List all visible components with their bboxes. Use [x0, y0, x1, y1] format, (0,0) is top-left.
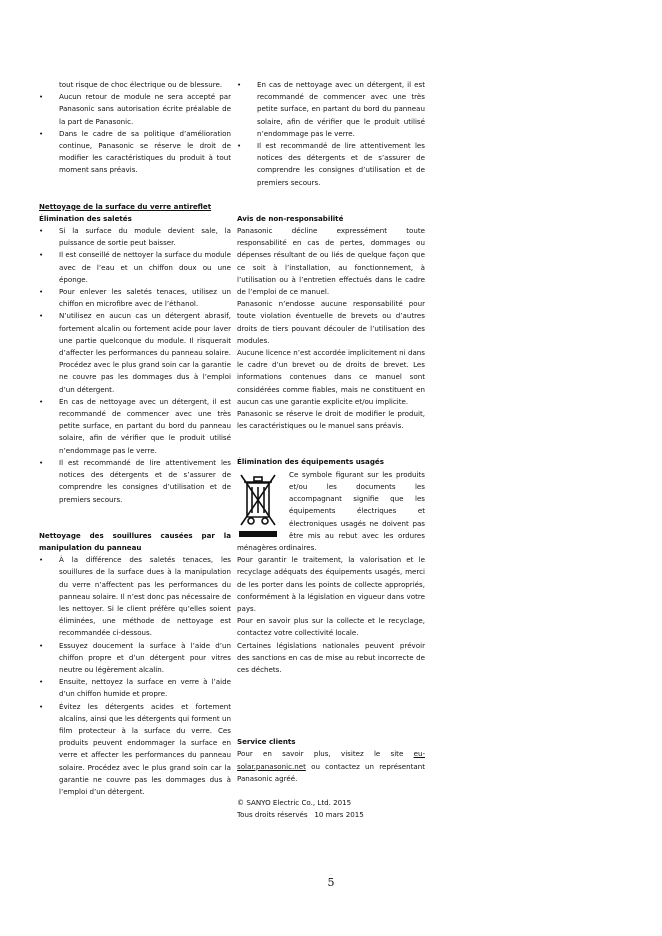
disclaimer-paragraph: Panasonic se réserve le droit de modifier le produit, les caractéristiques ou le manuel sans préavis. — [237, 409, 425, 431]
glass-cleaning-heading: Nettoyage de la surface du verre antireflet — [39, 201, 212, 211]
list-item: • Il est recommandé de lire attentivement les notices des détergents et de s’assurer de comprendre les consignes d’utilisation et de premiers secours. — [237, 141, 425, 187]
glass-cleaning-list — [39, 225, 231, 506]
rights-date-line: Tous droits réservés 10 mars 2015 — [237, 810, 364, 820]
list-item: tout risque de choc électrique ou de blessure. — [59, 80, 223, 89]
bullet-icon: • — [237, 141, 242, 151]
disposal-heading: Élimination des équipements usagés — [237, 457, 384, 467]
bullet-icon: • — [39, 287, 44, 297]
disclaimer-paragraph: Panasonic n’endosse aucune responsabilité pour toute violation éventuelle de brevets ou d’autres droits de tiers pouvant découler de l’utilisation des modules. — [237, 299, 425, 345]
bullet-icon: • — [237, 80, 242, 89]
handling-soil-list — [39, 554, 231, 798]
bullet-icon: • — [39, 250, 44, 260]
left-top-list — [39, 79, 231, 177]
right-top-list — [237, 79, 425, 189]
disposal-intro: Ce symbole figurant sur les produits et/ou les documents les accompagnant signifie que les équipements électriques et électroniques usagés ne doivent pas être mis au rebut avec les ordures ménagères ordinaires. — [237, 469, 425, 552]
disposal-paragraph: Pour en savoir plus sur la collecte et le recyclage, contactez votre collectivité locale. — [237, 616, 425, 638]
list-item: • Il est recommandé de lire attentivement les notices des détergents et de s’assurer de comprendre les consignes d’utilisation et de premiers secours. — [39, 457, 231, 504]
page-number: 5 — [327, 876, 335, 889]
disposal-paragraph: Certaines législations nationales peuvent prévoir des sanctions en cas de mise au rebut incorrecte de ces déchets. — [237, 640, 425, 674]
list-item: • Pour enlever les saletés tenaces, utilisez un chiffon en microfibre avec de l’éthanol. — [39, 287, 231, 309]
list-item: • En cas de nettoyage avec un détergent, il est recommandé de commencer avec une très petite surface, en partant du bord du panneau solaire, afin de vérifier que le produit utilisé n’endommage pas le verre. — [39, 396, 231, 455]
list-item: • Il est conseillé de nettoyer la surface du module avec de l’eau et un chiffon doux ou une éponge. — [39, 250, 231, 284]
list-item: • N’utilisez en aucun cas un détergent abrasif, fortement alcalin ou fortement acide pour laver une partie quelconque du module. Il risquerait d’affecter les performances du panneau solaire. Procédez avec le plus grand soin car la garantie ne couvre pas les dommages dus à l’emploi d’un détergent. — [39, 311, 231, 394]
bullet-icon: • — [39, 396, 44, 406]
right-column — [237, 79, 425, 821]
bullet-icon: • — [39, 457, 44, 467]
bullet-icon: • — [39, 311, 44, 321]
crossed-out-bin-graphic — [237, 471, 279, 529]
list-item: • Essuyez doucement la surface à l’aide d’un chiffon propre et d’un détergent pour vitres neutre ou légèrement alcalin. — [39, 640, 231, 674]
disclaimer-paragraph: Aucune licence n’est accordée implicitement ni dans le cadre d’un brevet ou de droits de brevet. Les informations contenues dans ce manuel sont considérées comme fiables, mais ne constituent en aucun cas une garantie explicite et/ou implicite. — [237, 348, 425, 406]
separate-collection-bar — [239, 531, 277, 537]
bullet-icon: • — [39, 677, 44, 687]
customer-service-heading: Service clients — [237, 737, 296, 747]
bullet-icon: • — [39, 640, 44, 650]
crossed-out-bin-icon — [237, 471, 279, 537]
bullet-icon: • — [39, 701, 44, 711]
list-item: • À la différence des saletés tenaces, les souillures de la surface dues à la manipulation du verre n’affectent pas les performances du panneau solaire. Il n’est donc pas nécessaire de les nettoyer. Si le client préfère qu’elles soient éliminées, une méthode de nettoyage est recommandée ci-dessous. — [39, 555, 231, 638]
disposal-paragraph: Pour garantir le traitement, la valorisation et le recyclage adéquats des équipements usagés, merci de les porter dans les points de collecte appropriés, conformément à la législation en vigueur dans votre pays. — [237, 555, 425, 613]
bullet-icon: • — [39, 555, 44, 565]
customer-service-paragraph: Pour en savoir plus, visitez le site eu-solar.panasonic.net ou contactez un représentant Panasonic agréé. — [237, 749, 425, 783]
website-link[interactable]: eu-solar.panasonic.net — [237, 749, 425, 771]
bullet-icon: • — [39, 226, 44, 236]
dirt-removal-subheading: Élimination des saletés — [39, 213, 132, 223]
list-item: • Aucun retour de module ne sera accepté par Panasonic sans autorisation écrite préalable de la part de Panasonic. — [39, 92, 231, 126]
list-item: • Ensuite, nettoyez la surface en verre à l’aide d’un chiffon humide et propre. — [39, 677, 231, 699]
left-column — [39, 79, 231, 798]
list-item: • En cas de nettoyage avec un détergent, il est recommandé de commencer avec une très petite surface, en partant du bord du panneau solaire, afin de vérifier que le produit utilisé n’endommage pas le verre. — [237, 80, 425, 138]
handling-soil-heading: Nettoyage des souillures causées par la manipulation du panneau — [39, 530, 231, 552]
copyright-line: © SANYO Electric Co., Ltd. 2015 — [237, 797, 352, 807]
bullet-icon: • — [39, 92, 44, 102]
disclaimer-heading: Avis de non-responsabilité — [237, 213, 344, 223]
list-item: • Dans le cadre de sa politique d’amélioration continue, Panasonic se réserve le droit de modifier les caractéristiques du produit à tout moment sans préavis. — [39, 128, 231, 175]
disclaimer-paragraph: Panasonic décline expressément toute responsabilité en cas de pertes, dommages ou dépenses résultant de ou liés de quelque façon que ce soit à l’installation, au fonctionnement, à l’utilisation ou à l’entretien effectués dans le cadre de l’emploi de ce manuel. — [237, 226, 425, 297]
list-item: • Évitez les détergents acides et fortement alcalins, ainsi que les détergents qui forment un film protecteur à la surface du verre. Ces produits peuvent endommager la surface en verre et affecter les performances du panneau solaire. Procédez avec le plus grand soin car la garantie ne couvre pas les dommages dus à l’emploi d’un détergent. — [39, 701, 231, 796]
bullet-icon: • — [39, 128, 44, 138]
list-item: • Si la surface du module devient sale, la puissance de sortie peut baisser. — [39, 226, 231, 248]
